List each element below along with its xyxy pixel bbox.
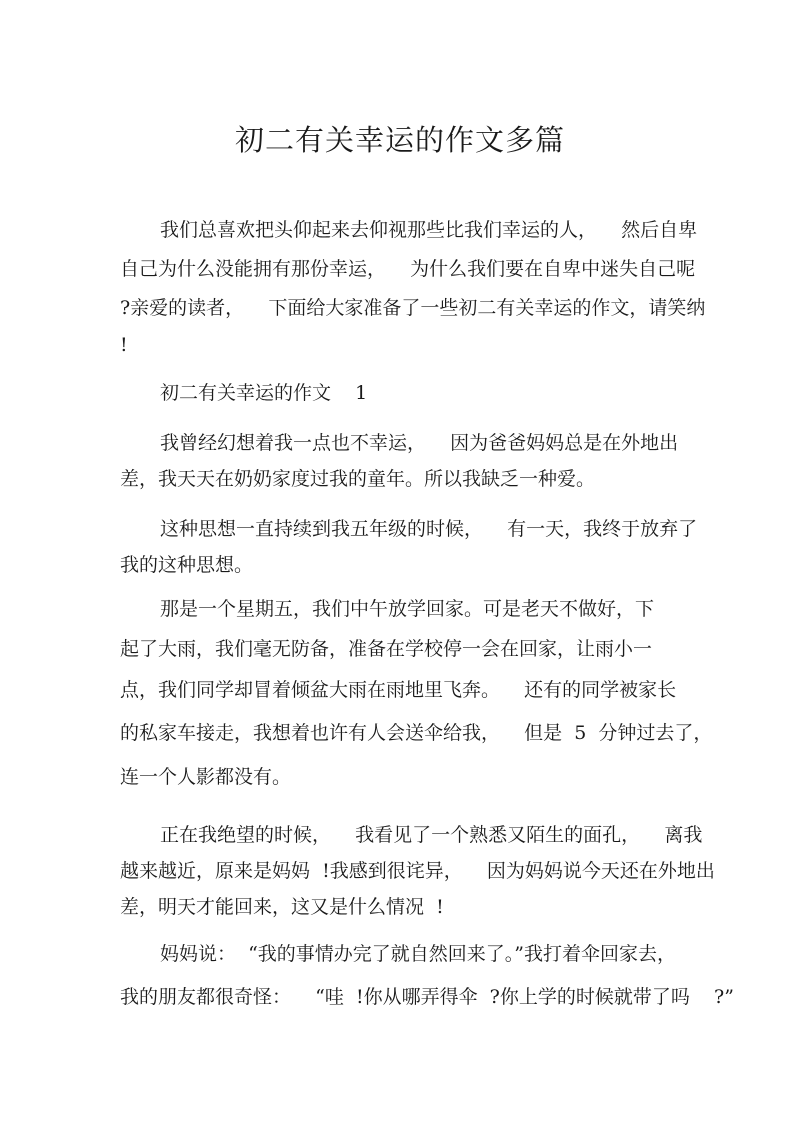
paragraph-line: 越来越近，原来是妈妈 !我感到很诧异， 因为妈妈说今天还在外地出 [120,860,715,882]
paragraph-line: 点，我们同学却冒着倾盆大雨在雨地里飞奔。 还有的同学被家长 [120,679,677,701]
paragraph-line: 我的朋友都很奇怪： “哇 !你从哪弄得伞 ?你上学的时候就带了吗 ?” [120,986,734,1008]
intro-line: ?亲爱的读者， 下面给大家准备了一些初二有关幸运的作文，请笑纳 [120,297,706,319]
paragraph-line: 差，我天天在奶奶家度过我的童年。所以我缺乏一种爱。 [120,468,596,490]
paragraph-line: 我曾经幻想着我一点也不幸运， 因为爸爸妈妈总是在外地出 [160,432,679,454]
paragraph-line: 妈妈说： “我的事情办完了就自然回来了。”我打着伞回家去， [160,943,677,965]
intro-line: 自己为什么没能拥有那份幸运， 为什么我们要在自卑中迷失自己呢 [120,258,696,280]
paragraph-line: 的私家车接走，我想着也许有人会送伞给我， 但是 5 分钟过去了， [120,722,713,744]
paragraph-line: 差，明天才能回来，这又是什么情况 ! [120,896,444,918]
document-title: 初二有关幸运的作文多篇 [234,123,565,157]
paragraph-line: 连一个人影都没有。 [120,766,292,788]
paragraph-line: 我的这种思想。 [120,554,254,576]
paragraph-line: 正在我绝望的时候， 我看见了一个熟悉又陌生的面孔， 离我 [160,824,703,846]
paragraph-line: 起了大雨，我们毫无防备，准备在学校停一会在回家，让雨小一 [120,638,653,660]
paragraph-line: 那是一个星期五，我们中午放学回家。可是老天不做好，下 [160,598,655,620]
intro-line: ! [120,334,128,356]
paragraph-line: 这种思想一直持续到我五年级的时候， 有一天，我终于放弃了 [160,518,698,540]
intro-line: 我们总喜欢把头仰起来去仰视那些比我们幸运的人， 然后自卑 [160,219,698,241]
section-heading: 初二有关幸运的作文 1 [160,382,368,404]
